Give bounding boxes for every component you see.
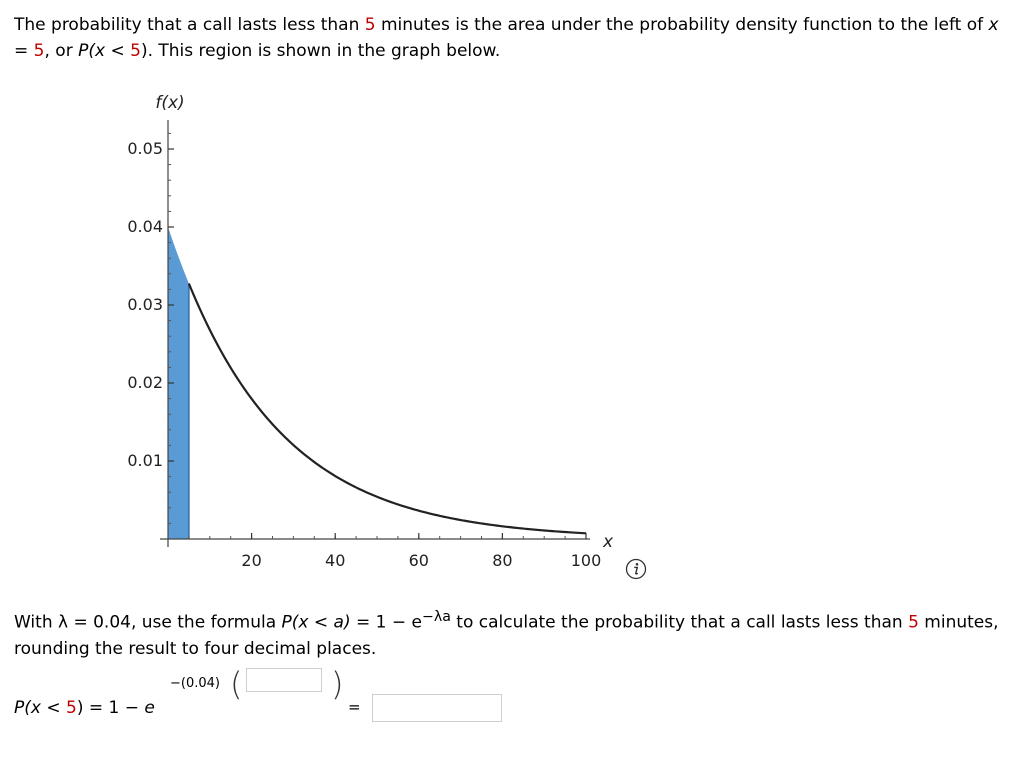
- x-tick-label: 60: [408, 551, 429, 570]
- formula-base-e: e: [144, 698, 155, 718]
- equals-sign: =: [348, 698, 361, 716]
- y-tick-label: 0.04: [127, 217, 163, 236]
- intro-part: <: [105, 41, 131, 61]
- formula-lhs-b: ) = 1 −: [76, 698, 145, 718]
- instr-part: = 1 − e: [350, 612, 422, 633]
- intro-part: , or: [44, 41, 79, 61]
- intro-part: =: [14, 41, 34, 61]
- formula-lhs: P(x < a): [281, 612, 351, 633]
- probability-notation: P(x: [78, 41, 106, 61]
- y-tick-label: 0.02: [127, 373, 163, 392]
- density-curve: [189, 284, 586, 534]
- value-a: 5: [66, 698, 77, 718]
- x-tick-label: 80: [492, 551, 513, 570]
- formula-exponent: −λa: [421, 609, 451, 625]
- value-a: 5: [364, 15, 376, 35]
- variable-x: x: [988, 15, 999, 35]
- open-paren: (: [230, 665, 243, 703]
- exponent-input[interactable]: [246, 668, 322, 692]
- instr-part: With λ = 0.04, use the formula: [14, 612, 282, 633]
- intro-part: The probability that a call lasts less than: [14, 15, 365, 35]
- y-tick-label: 0.01: [127, 451, 163, 470]
- x-tick-label: 40: [325, 551, 346, 570]
- intro-part: minutes is the area under the probability density function to the left of: [375, 15, 989, 35]
- instr-part: to calculate the probability that a call lasts less than: [450, 612, 909, 633]
- value-a: 5: [33, 41, 45, 61]
- formula-expression: [14, 698, 155, 718]
- close-paren: ): [331, 665, 344, 703]
- answer-input[interactable]: [372, 694, 502, 722]
- info-icon[interactable]: [625, 558, 647, 580]
- y-tick-label: 0.03: [127, 295, 163, 314]
- y-axis-label: f(x): [155, 93, 185, 113]
- y-tick-label: 0.05: [127, 139, 163, 158]
- exponent-prefix: −(0.04): [170, 676, 220, 691]
- x-tick-label: 20: [241, 551, 262, 570]
- x-tick-label: 100: [570, 551, 602, 570]
- intro-part: ). This region is shown in the graph below.: [140, 41, 501, 61]
- x-axis-label: x: [602, 532, 614, 552]
- instructions-text: [14, 604, 1014, 662]
- value-a: 5: [130, 41, 141, 61]
- formula-lhs-a: P(x <: [14, 698, 66, 718]
- value-a: 5: [908, 612, 919, 633]
- instr-part: minutes, rounding the result to four decimal places.: [14, 612, 999, 659]
